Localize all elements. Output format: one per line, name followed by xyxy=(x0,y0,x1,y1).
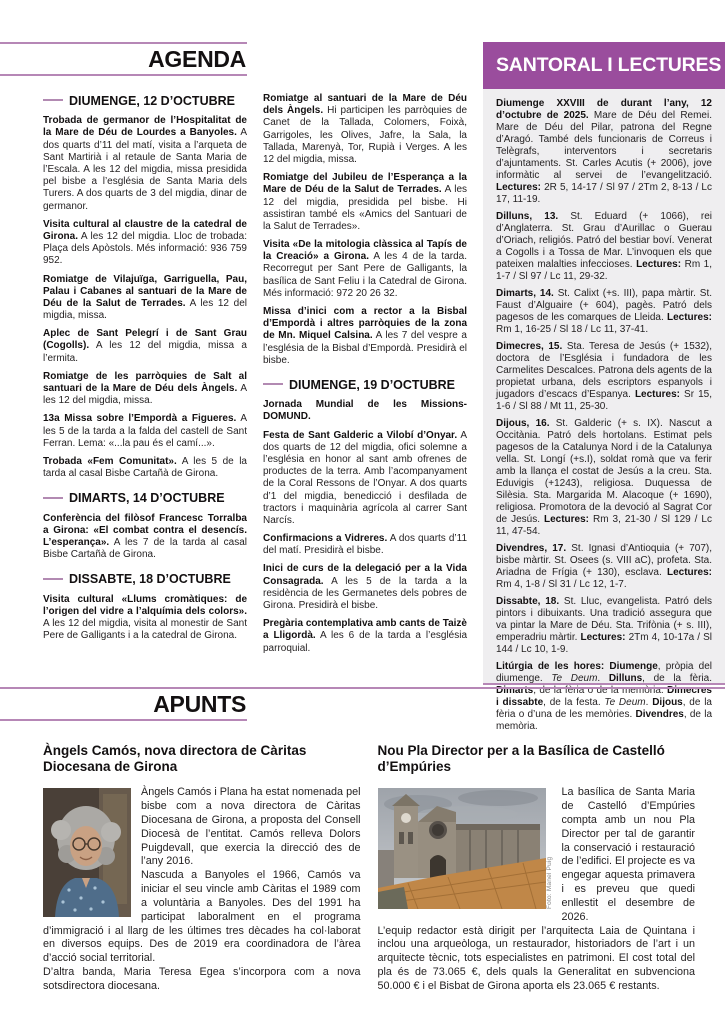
agenda-item: Visita cultural «Llums cromàtiques: de l’origen del vidre a l’alquímia dels colors». A les 12 del migdia, visita al monestir de Sant Pere de Galligants i a la catedral de Girona. xyxy=(43,593,247,642)
agenda-item: Missa d’inici com a rector a la Bisbal d’Empordà i altres parròquies de la zona de Mn. Miquel Calsina. A les 7 del vespre a l’església de la Bisbal d’Empordà. Presidirà el bisbe. xyxy=(263,306,467,366)
day-heading xyxy=(263,378,467,393)
article-basilica-title: Nou Pla Director per a la Basílica de Castelló d’Empúries xyxy=(377,743,665,775)
day-heading xyxy=(43,572,247,587)
santoral-body xyxy=(483,89,725,733)
apunts-header xyxy=(0,689,247,721)
santoral-entry: Divendres, 17. St. Ignasi d’Antioquia (+ 707), bisbe màrtir. St. Osees (s. VIII aC), profeta. Sta. Ariadna de Frígia (+ 130), esclava. Lectures: Rm 4, 1-8 / Sl 31 / Lc 12, 1-7. xyxy=(496,543,713,590)
basilica-photo xyxy=(378,788,554,910)
dash-icon xyxy=(263,383,283,385)
agenda-item: Romiatge de Vilajuïga, Garriguella, Pau, Palau i Cabanes al santuari de la Mare de Déu de la Salut de Terrades. A les 12 del migdia, missa. xyxy=(43,273,247,322)
agenda-column-2 xyxy=(263,93,467,661)
photo-credit: Foto: Manel Puig xyxy=(546,857,554,910)
paragraph: Nascuda a Banyoles el 1966, Camós va iniciar el seu vincle amb Càritas el 1989 com a voluntària a Banyoles. Des del 1991 ha participat laboralment en el programa d’immigració i al llarg de les últimes tres dècades ha col·laborat en diversos equips. Des de 2019 era coordinadora de l’àrea d’acció social territorial. xyxy=(43,869,361,965)
santoral-entry: Dilluns, 13. St. Eduard (+ 1066), rei d’Anglaterra. St. Grau d’Aurillac o Guerau d’Oriach, religiós. Patró del bestiar boví. Venerat a Cogolls i a Tossa de Mar. L’invoquen els que pateixen malalties infeccioses. Lectures: Rm 1, 1-7 / Sl 97 / Lc 11, 29-32. xyxy=(496,211,712,282)
article-caritas xyxy=(43,743,361,994)
agenda-title: AGENDA xyxy=(148,45,246,72)
dash-icon xyxy=(43,578,63,580)
agenda-item: Visita cultural al claustre de la catedral de Girona. A les 12 del migdia. Lloc de trobada: Plaça dels Apòstols. Més informació: 936 759 952. xyxy=(43,218,247,267)
article-caritas-body xyxy=(43,786,361,993)
santoral-entry: Litúrgia de les hores: Diumenge, pròpia del diumenge. Te Deum. Dilluns, de la fèria. Dimarts, de la fèria o de la memòria. Dimecres i dissabte, de la festa. Te Deum. Dijous, de la fèria o d’una de les memòries. Divendres, de la memòria. xyxy=(496,661,712,732)
portrait-photo xyxy=(43,788,131,917)
apunts-title: APUNTS xyxy=(153,690,246,717)
paragraph: D’altra banda, Maria Teresa Egea s’incorpora com a nova sotsdirectora diocesana. xyxy=(43,965,361,992)
agenda-item: Festa de Sant Galderic a Vilobí d’Onyar. A dos quarts de 12 del migdia, ofici solemne a l’església en honor al sant amb ofrenes de productes de la terra. Amb l’acompanyament de la Coral Ressons de l’Onyar. A dos quarts d’1 del migdia, benedicció i desfilada de tractors i maquinària agrícola al carrer Sant Narcís. xyxy=(263,429,467,526)
day-heading xyxy=(43,491,247,506)
santoral-entry: Dissabte, 18. St. Lluc, evangelista. Patró dels pintors i dibuixants. Una tradició assegura que va pintar la Mare de Déu. Sta. Trifònia (+ s. III), emperadriu màrtir. Lectures: 2Tm 4, 10-17a / Sl 144 / Lc 10, 1-9. xyxy=(496,596,712,655)
santoral-header xyxy=(483,42,725,89)
agenda-item: 13a Missa sobre l’Empordà a Figueres. A les 5 de la tarda a la falda del castell de Sant Ferran. Lema: «...la pau és el camí...». xyxy=(43,413,247,449)
dash-icon xyxy=(43,497,63,499)
day-heading-label: DIMARTS, 14 D’OCTUBRE xyxy=(69,491,225,506)
agenda-item: Romiatge de les parròquies de Salt al santuari de la Mare de Déu dels Àngels. A les 12 del migdia, missa. xyxy=(43,370,247,407)
day-heading-label: DIUMENGE, 19 D’OCTUBRE xyxy=(289,377,455,392)
santoral-panel xyxy=(483,42,725,732)
day-heading xyxy=(43,94,247,109)
paragraph: Àngels Camós i Plana ha estat nomenada pel bisbe com a nova directora de Càritas Diocesana de Girona, a proposta del Consell Diocesà de l’entitat. Camós relleva Dolors Puigdevall, que exercia la direcció des de l’any 2016. xyxy=(141,786,361,868)
agenda-item: Romiatge al santuari de la Mare de Déu dels Àngels. Hi participen les parròquies de Canet de la Tallada, Colomers, Foixà, Garrigoles, les Olives, Jafre, la Sala, la Tallada, Marenyà, Tor, Rupià i Verges. A les 12 del migdia, missa. xyxy=(263,93,468,165)
agenda-item: Conferència del filòsof Francesc Torralba a Girona: «El combat contra el desencís. L’esperança». A les 7 de la tarda al casal Bisbe Cartañà de Girona. xyxy=(43,512,247,561)
agenda-item: Pregària contemplativa amb cants de Taizè a Lligordà. A les 6 de la tarda a l’església parroquial. xyxy=(263,618,468,654)
agenda-column-1 xyxy=(43,93,247,648)
paragraph: La basílica de Santa Maria de Castelló d’Empúries compta amb un nou Pla Director per tal de garantir la conservació i restauració de l’edifici. El projecte es va engegar aquesta primavera i es preveu que quedi enllestit el desembre de 2026. xyxy=(561,786,695,923)
agenda-item: Romiatge del Jubileu de l’Esperança a la Mare de Déu de la Salut de Terrades. A les 12 del migdia, presidida pel bisbe. Hi assistiran també els «Amics del Santuari de la Salut de Terrades». xyxy=(263,172,467,232)
santoral-entry: Dimecres, 15. Sta. Teresa de Jesús (+ 1532), doctora de l’Església i fundadora de les Carmelites Descalces. Patrona dels agents de la propietat urbana, dels escriptors espanyols i jugadors d’escacs d’Espanya. Lectures: Sr 15, 1-6 / Sl 88 / Mt 11, 25-30. xyxy=(496,341,713,412)
article-caritas-title: Àngels Camós, nova directora de Càritas Diocesana de Girona xyxy=(43,743,307,775)
agenda-item: Aplec de Sant Pelegrí i de Sant Grau (Cogolls). A les 12 del migdia, missa a l’ermita. xyxy=(43,328,247,364)
santoral-entry: Dimarts, 14. St. Calixt (+s. III), papa màrtir. St. Faust d’Alguaire (+ 604), pagès. Patró dels pagesos de les comarques de Lleida. Lectures: Rm 1, 16-25 / Sl 18 / Lc 11, 37-41. xyxy=(496,288,712,335)
apunts-articles xyxy=(43,743,695,994)
agenda-item: Jornada Mundial de les Missions-DOMUND. xyxy=(263,399,467,423)
agenda-item: Trobada de germanor de l’Hospitalitat de la Mare de Déu de Lourdes a Banyoles. A dos quarts d’11 del matí, visita a l’arqueta de Sant Martirià i al retaule de Santa Maria de l’Escala. A les 12 del migdia, missa presidida pel bisbe a l’església de Santa Maria dels Turers. A dos quarts de 3 del migdia, dinar de germanor. xyxy=(43,115,247,212)
agenda-item: Confirmacions a Vidreres. A dos quarts d’11 del matí. Presidirà el bisbe. xyxy=(263,533,467,557)
day-heading-label: DISSABTE, 18 D’OCTUBRE xyxy=(69,572,231,587)
dash-icon xyxy=(43,99,63,101)
agenda-item: Trobada «Fem Comunitat». A les 5 de la tarda al casal Bisbe Cartañà de Girona. xyxy=(43,455,247,480)
day-heading-label: DIUMENGE, 12 D’OCTUBRE xyxy=(69,94,235,108)
santoral-entry: Dijous, 16. St. Galderic (+ s. IX). Nascut a Occitània. Patró dels hortolans. Estimat pels pagesos de la Catalunya Nord i de la Catalunya vella. St. Longí (+s.I), soldat romà que va ferir amb la llança el costat de Jesús a la creu. Sta. Eduvigis (+1243), religiosa. Duquessa de Silèsia. Sta. Margarida M. Alacoque (+ 1690), religiosa. Promotora de la devoció al Sagrat Cor de Jesús. Lectures: Rm 3, 21-30 / Sl 129 / Lc 11, 47-54. xyxy=(496,418,712,537)
agenda-item: Visita «De la mitologia clàssica al Tapís de la Creació» a Girona. A les 4 de la tarda. Recorregut per Sant Pere de Galligants, la basílica de Sant Feliu i la Catedral de Girona. Més informació: 972 20 26 32. xyxy=(263,239,467,299)
santoral-title: SANTORAL I LECTURES xyxy=(496,54,722,76)
agenda-header xyxy=(0,42,247,76)
paragraph: L’equip redactor està dirigit per l’arquitecta Laia de Quintana i inclou una arqueòloga, un restaurador, historiadors de l’art i un arquitecte tècnic, tots especialistes en patrimoni. El cost total del pla és de 73.065 €, dels quals la Generalitat en subvenciona 50.000 € i el Bisbat de Girona aporta els 23.065 € restants. xyxy=(377,924,695,992)
article-basilica xyxy=(378,743,696,994)
santoral-entry: Diumenge XXVIII de durant l’any, 12 d’octubre de 2025. Mare de Déu del Remei. Mare de Déu del Pilar, patrona del Regne d’Aragó. També dels funcionaris de Correus i Telègrafs, interventors i secretaris d’ajuntaments. St. Carles Acutis (+ 2006), jove informàtic al servei de l’evangelització. Lectures: 2R 5, 14-17 / Sl 97 / 2Tm 2, 8-13 / Lc 17, 11-19. xyxy=(496,98,712,205)
agenda-item: Inici de curs de la delegació per a la Vida Consagrada. A les 5 de la tarda a la residència de les Germanetes dels pobres de Girona. Presidirà el bisbe. xyxy=(263,563,467,611)
article-basilica-body xyxy=(378,786,696,993)
